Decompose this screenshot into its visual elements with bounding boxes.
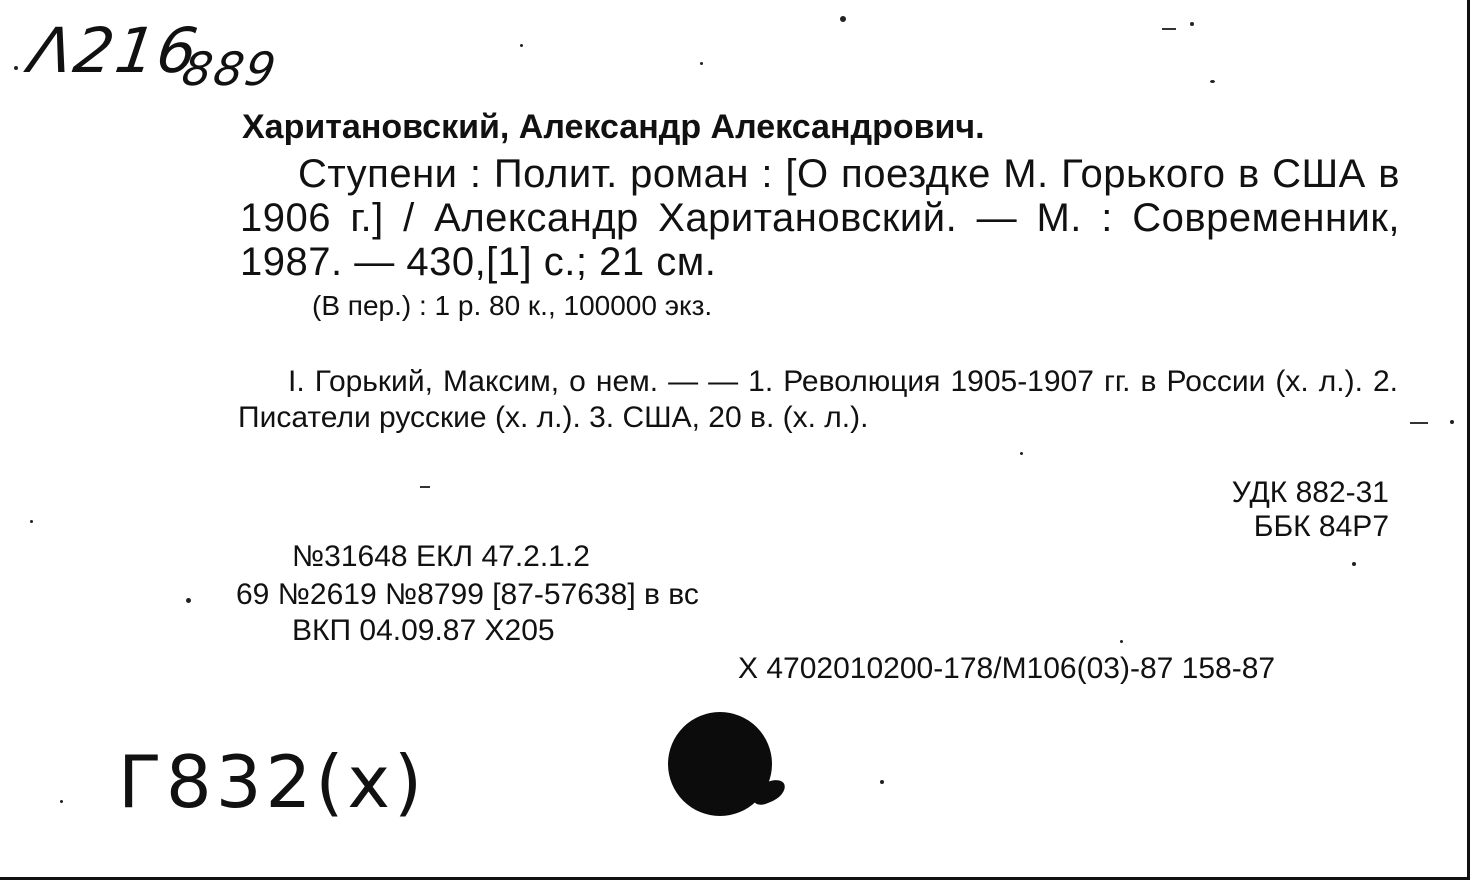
registration-line-1: №31648 ЕКЛ 47.2.1.2 [292,540,590,573]
scan-speck [1190,22,1194,26]
author-heading: Харитановский, Александр Александрович. [242,108,985,146]
handwritten-superscript-number: 889 [178,42,282,96]
scan-speck [1120,640,1123,643]
registration-line-2: 69 №2619 №8799 [87-57638] в вс [236,578,699,611]
handwritten-call-number: Λ216 [24,14,204,87]
price-and-print-run: (В пер.) : 1 р. 80 к., 100000 экз. [312,290,713,321]
scan-speck [1352,562,1356,566]
scan-speck [1210,80,1215,83]
scan-speck [700,62,703,65]
subject-headings: I. Горький, Максим, о нем. — — 1. Революция 1905-1907 гг. в России (х. л.). 2. Писатели русские (х. л.). 3. США, 20 в. (х. л.). [238,365,1398,434]
scan-speck [186,598,191,603]
scan-dash [1410,422,1428,424]
scan-dash [420,486,430,488]
udk-code: УДК 882-31 [1231,476,1389,509]
scan-speck [840,16,846,22]
handwritten-shelf-mark: Г832(х) [118,740,427,824]
scan-speck [30,520,33,523]
publisher-code-line: Х 4702010200-178/М106(03)-87 158-87 [738,652,1276,685]
scan-dash [1162,28,1176,30]
scan-speck [880,780,884,784]
scan-speck [1450,420,1454,424]
registration-line-3: ВКП 04.09.87 Х205 [292,614,555,647]
scan-speck [1020,452,1023,455]
scan-speck [520,44,523,47]
bibliographic-description: Ступени : Полит. роман : [О поездке М. Горького в США в 1906 г.] / Александр Харитановский. — М. : Современник, 1987. — 430,[1] с.; 21 см. [240,152,1400,284]
scan-speck [60,800,63,803]
bbk-code: ББК 84Р7 [1253,510,1389,543]
scan-speck [14,66,18,70]
